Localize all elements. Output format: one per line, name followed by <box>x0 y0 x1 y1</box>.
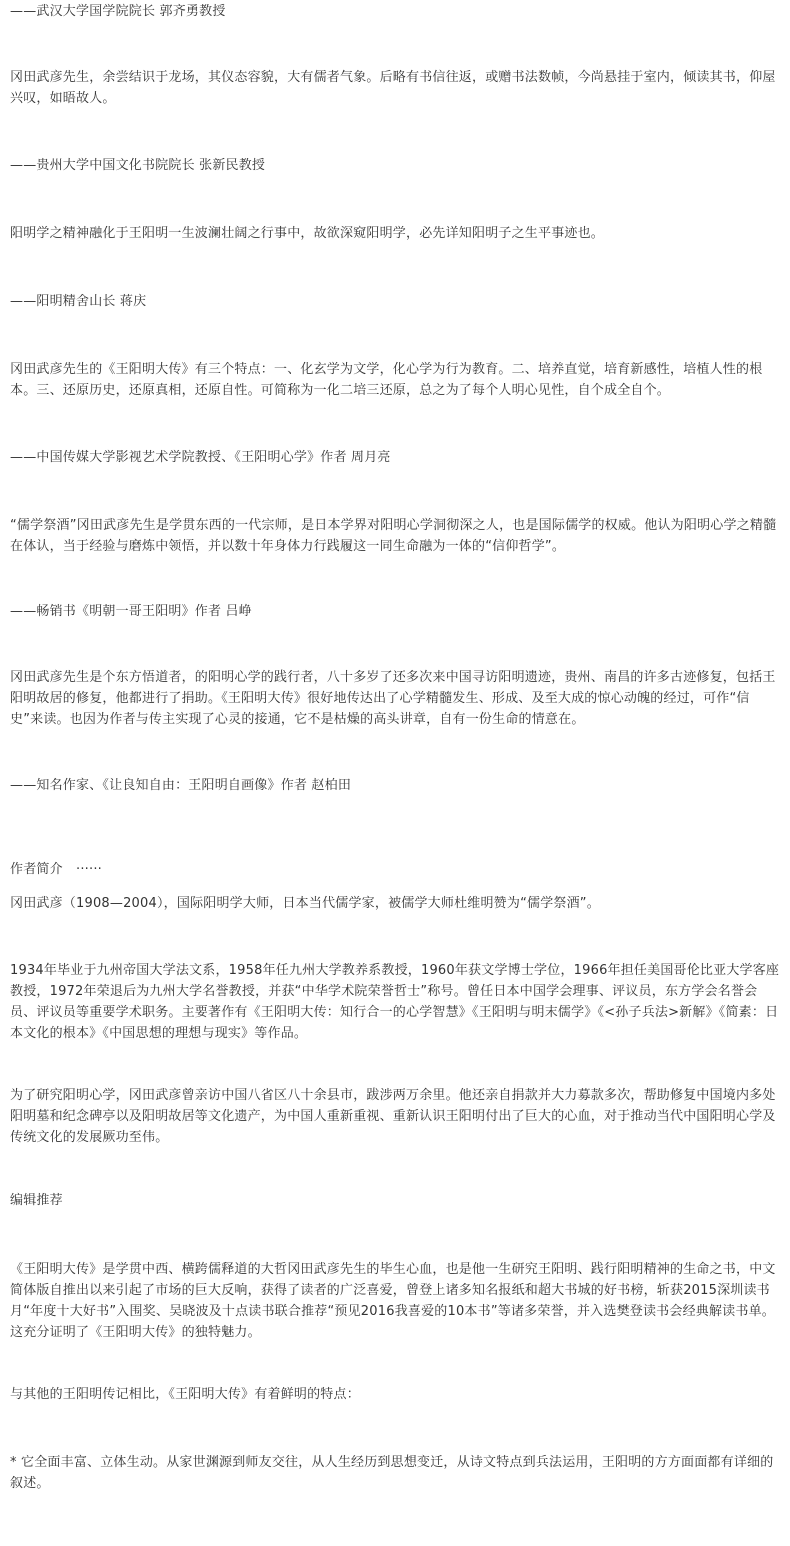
quote-paragraph: “儒学祭酒”冈田武彦先生是学贯东西的一代宗师，是日本学界对阳明心学洞彻深之人，也是国际儒学的权威。他认为阳明心学之精髓在体认，当于经验与磨炼中领悟，并以数十年身体力行践履这一同生命融为一体的“信仰哲学”。 <box>10 518 777 554</box>
quote-paragraph: 冈田武彦先生的《王阳明大传》有三个特点：一、化玄学为文学，化心学为行为教育。二、培养直觉，培育新感性，培植人性的根本。三、还原历史，还原真相，还原自性。可简称为一化二培三还原，总之为了每个人明心见性，自个成全自个。 <box>10 362 763 398</box>
attribution-zhao-baitian: ——知名作家、《让良知自由：王阳明自画像》作者 赵柏田 <box>10 778 352 793</box>
feature-intro-paragraph: 与其他的王阳明传记相比，《王阳明大传》有着鲜明的特点： <box>10 1387 360 1402</box>
attribution-jiang-qing: ——阳明精舍山长 蒋庆 <box>10 294 147 309</box>
attribution-zhang-xinmin: ——贵州大学中国文化书院院长 张新民教授 <box>10 158 266 173</box>
author-bio-paragraph: 为了研究阳明心学，冈田武彦曾亲访中国八省区八十余县市，跋涉两万余里。他还亲自捐款并大力募款多次，帮助修复中国境内多处阳明墓和纪念碑亭以及阳明故居等文化遗产，为中国人重新重视、重新认识王阳明付出了巨大的心血，对于推动当代中国阳明心学及传统文化的发展厥功至伟。 <box>10 1088 776 1145</box>
author-intro-paragraph: 冈田武彦（1908—2004），国际阳明学大师，日本当代儒学家，被儒学大师杜维明赞为“儒学祭酒”。 <box>10 896 600 911</box>
author-bio-paragraph: 1934年毕业于九州帝国大学法文系，1958年任九州大学教养系教授，1960年获文学博士学位，1966年担任美国哥伦比亚大学客座教授，1972年荣退后为九州大学名誉教授，并获“中华学术院荣誉哲士”称号。曾任日本中国学会理事、评议员，东方学会名誉会员、评议员等重要学术职务。主要著作有《王阳明大传：知行合一的心学智慧》《王阳明与明末儒学》《<孙子兵法>新解》《简素：日本文化的根本》《中国思想的理想与现实》等作品。 <box>10 963 780 1041</box>
section-heading-author: 作者简介 ······ <box>10 862 102 877</box>
feature-list-item: * 它全面丰富、立体生动。从家世渊源到师友交往，从人生经历到思想变迁，从诗文特点到兵法运用，王阳明的方方面面都有详细的叙述。 <box>10 1455 774 1491</box>
quote-paragraph: 冈田武彦先生，余尝结识于龙场，其仪态容貌，大有儒者气象。后略有书信往返，或赠书法数帧，今尚悬挂于室内，倾读其书，仰屋兴叹，如晤故人。 <box>10 70 776 106</box>
attribution-zhou-yueliang: ——中国传媒大学影视艺术学院教授、《王阳明心学》作者 周月亮 <box>10 450 391 465</box>
attribution-lu-zheng: ——畅销书《明朝一哥王阳明》作者 吕峥 <box>10 604 252 619</box>
quote-paragraph: 冈田武彦先生是个东方悟道者，的阳明心学的践行者，八十多岁了还多次来中国寻访阳明遗迹，贵州、南昌的许多古迹修复，包括王阳明故居的修复，他都进行了捐助。《王阳明大传》很好地传达出了心学精髓发生、形成、及至大成的惊心动魄的经过，可作“信史”来读。也因为作者与传主实现了心灵的接通，它不是枯燥的高头讲章，自有一份生命的情意在。 <box>10 670 776 727</box>
attribution-guo-qiyong: ——武汉大学国学院院长 郭齐勇教授 <box>10 4 226 19</box>
editor-recommendation-paragraph: 《王阳明大传》是学贯中西、横跨儒释道的大哲冈田武彦先生的毕生心血，也是他一生研究王阳明、践行阳明精神的生命之书，中文简体版自推出以来引起了市场的巨大反响，获得了读者的广泛喜爱，曾登上诸多知名报纸和超大书城的好书榜，斩获2015深圳读书月“年度十大好书”入围奖、吴晓波及十点读书联合推荐“预见2016我喜爱的10本书”等诸多荣誉，并入选樊登读书会经典解读书单。这充分证明了《王阳明大传》的独特魅力。 <box>10 1262 776 1340</box>
quote-paragraph: 阳明学之精神融化于王阳明一生波澜壮阔之行事中，故欲深窥阳明学，必先详知阳明子之生平事迹也。 <box>10 226 605 241</box>
section-heading-editor: 编辑推荐 <box>10 1193 63 1208</box>
